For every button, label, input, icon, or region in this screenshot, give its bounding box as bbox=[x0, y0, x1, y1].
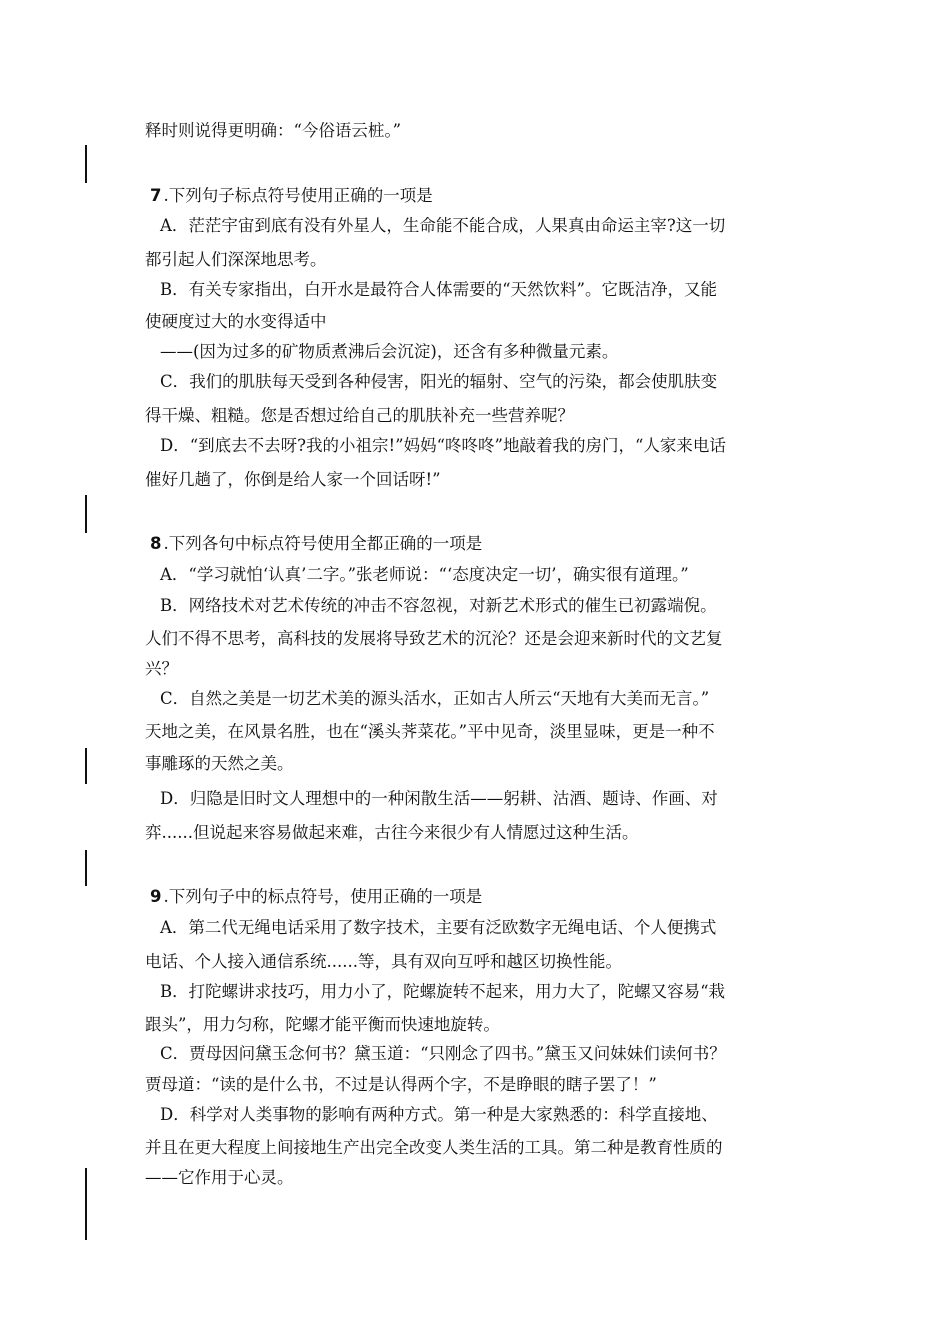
option-line: 跟头”，用力匀称，陀螺才能平衡而快速地旋转。 bbox=[145, 1015, 500, 1034]
question-9-stem bbox=[150, 886, 482, 908]
option-line: A．“学习就怕‘认真’二字。”张老师说：“‘态度决定一切’，确实很有道理。” bbox=[160, 565, 689, 584]
option-line: D．“到底去不去呀?我的小祖宗!”妈妈“咚咚咚”地敲着我的房门，“人家来电话 bbox=[160, 436, 726, 455]
option-line: 都引起人们深深地思考。 bbox=[145, 250, 327, 269]
option-line: B．网络技术对艺术传统的冲击不容忽视，对新艺术形式的催生已初露端倪。 bbox=[160, 596, 717, 615]
question-number: 8 bbox=[150, 534, 162, 553]
option-line: ——(因为过多的矿物质煮沸后会沉淀)，还含有多种微量元素。 bbox=[160, 342, 619, 361]
option-line: B．有关专家指出，白开水是最符合人体需要的“天然饮料”。它既洁净，又能 bbox=[160, 280, 717, 299]
option-line: 使硬度过大的水变得适中 bbox=[145, 312, 327, 331]
option-line: A．茫茫宇宙到底有没有外星人，生命能不能合成，人果真由命运主宰?这一切 bbox=[160, 216, 726, 235]
question-text: .下列各句中标点符号使用全都正确的一项是 bbox=[163, 534, 483, 553]
option-line: 天地之美，在风景名胜，也在“溪头荠菜花。”平中见奇，淡里显味，更是一种不 bbox=[145, 722, 715, 741]
revision-bar bbox=[85, 145, 87, 183]
option-line: 得干燥、粗糙。您是否想过给自己的肌肤补充一些营养呢？ bbox=[145, 406, 574, 425]
intro-line: 释时则说得更明确：“今俗语云桩。” bbox=[145, 121, 402, 140]
option-line: C．自然之美是一切艺术美的源头活水，正如古人所云“天地有大美而无言。” bbox=[160, 689, 710, 708]
option-line: 贾母道：“读的是什么书，不过是认得两个字，不是睁眼的瞎子罢了！” bbox=[145, 1075, 657, 1094]
option-line: 并且在更大程度上间接地生产出完全改变人类生活的工具。第二种是教育性质的 bbox=[145, 1138, 723, 1157]
option-line: D．科学对人类事物的影响有两种方式。第一种是大家熟悉的：科学直接地、 bbox=[160, 1105, 718, 1124]
question-number: 7 bbox=[150, 186, 162, 205]
revision-bar bbox=[85, 850, 87, 886]
option-line: 弈......但说起来容易做起来难，古往今来很少有人情愿过这种生活。 bbox=[145, 823, 639, 842]
option-line: B．打陀螺讲求技巧，用力小了，陀螺旋转不起来，用力大了，陀螺又容易“栽 bbox=[160, 982, 726, 1001]
option-line: 电话、个人接入通信系统......等，具有双向互呼和越区切换性能。 bbox=[145, 952, 622, 971]
question-7-stem bbox=[150, 185, 433, 207]
option-line: 兴？ bbox=[145, 659, 178, 678]
question-text: .下列句子中的标点符号，使用正确的一项是 bbox=[163, 887, 483, 906]
question-text: .下列句子标点符号使用正确的一项是 bbox=[163, 186, 433, 205]
option-line: C．贾母因问黛玉念何书？黛玉道：“只刚念了四书。”黛玉又问妹妹们读何书？ bbox=[160, 1044, 726, 1063]
question-8-stem bbox=[150, 533, 482, 555]
question-number: 9 bbox=[150, 887, 162, 906]
option-line: 人们不得不思考，高科技的发展将导致艺术的沉沦？还是会迎来新时代的文艺复 bbox=[145, 629, 723, 648]
revision-bar bbox=[85, 495, 87, 533]
option-line: ——它作用于心灵。 bbox=[145, 1168, 294, 1187]
option-line: C．我们的肌肤每天受到各种侵害，阳光的辐射、空气的污染，都会使肌肤变 bbox=[160, 372, 718, 391]
option-line: 事雕琢的天然之美。 bbox=[145, 754, 294, 773]
option-line: A．第二代无绳电话采用了数字技术，主要有泛欧数字无绳电话、个人便携式 bbox=[160, 918, 717, 937]
option-line: 催好几趟了，你倒是给人家一个回话呀!” bbox=[145, 470, 441, 489]
revision-bar bbox=[85, 1168, 87, 1240]
revision-bar bbox=[85, 748, 87, 784]
option-line: D．归隐是旧时文人理想中的一种闲散生活——躬耕、沽酒、题诗、作画、对 bbox=[160, 789, 718, 808]
